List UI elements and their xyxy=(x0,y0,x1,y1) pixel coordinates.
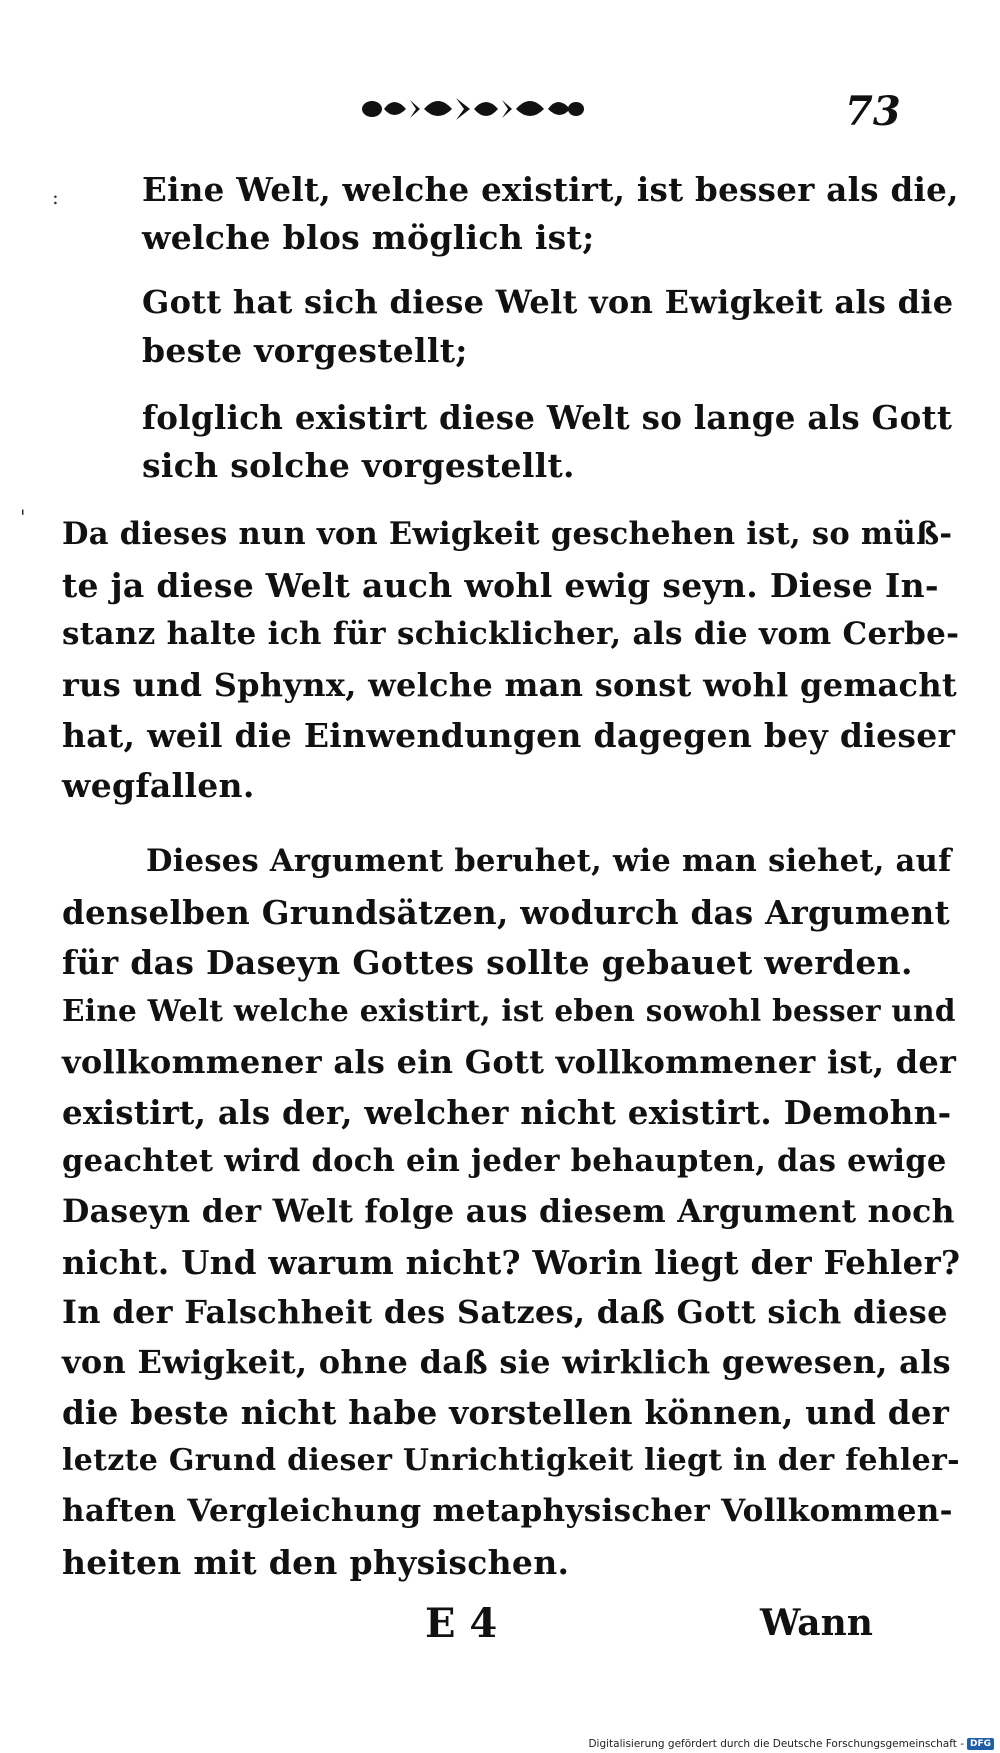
text-line: hat, weil die Einwendungen dagegen bey dieser xyxy=(62,716,956,755)
margin-mark: ' xyxy=(20,505,26,529)
text-line: für das Daseyn Gottes sollte gebauet werden. xyxy=(62,943,913,982)
text-line: te ja diese Welt auch wohl ewig seyn. Diese In- xyxy=(62,566,939,605)
printers-ornament-icon xyxy=(360,92,585,126)
text-line: geachtet wird doch ein jeder behaupten, das ewige xyxy=(62,1143,947,1179)
text-line: In der Falschheit des Satzes, daß Gott sich diese xyxy=(62,1293,948,1331)
text-line: die beste nicht habe vorstellen können, und der xyxy=(62,1393,950,1432)
signature-mark: E 4 xyxy=(425,1600,498,1647)
credit-text: Digitalisierung gefördert durch die Deutsche Forschungsgemeinschaft - xyxy=(588,1738,964,1750)
premise-line: sich solche vorgestellt. xyxy=(142,446,575,485)
digitization-credit xyxy=(588,1738,994,1750)
text-line: wegfallen. xyxy=(62,766,255,805)
text-line: letzte Grund dieser Unrichtigkeit liegt in der fehler- xyxy=(62,1443,960,1478)
text-line: stanz halte ich für schicklicher, als die vom Cerbe- xyxy=(62,616,960,652)
margin-mark: : xyxy=(52,185,59,209)
text-line: heiten mit den physischen. xyxy=(62,1543,570,1582)
premise-line: Gott hat sich diese Welt von Ewigkeit als die xyxy=(142,283,954,321)
dfg-logo-icon: DFG xyxy=(967,1738,994,1750)
text-line: Daseyn der Welt folge aus diesem Argument noch xyxy=(62,1193,955,1230)
premise-line: Eine Welt, welche existirt, ist besser als die, xyxy=(142,170,959,209)
text-line: vollkommener als ein Gott vollkommener ist, der xyxy=(62,1043,957,1081)
catchword: Wann xyxy=(760,1602,873,1644)
premise-line: folglich existirt diese Welt so lange als Gott xyxy=(142,398,953,437)
text-line: denselben Grundsätzen, wodurch das Argument xyxy=(62,893,950,932)
text-line: haften Vergleichung metaphysischer Vollkommen- xyxy=(62,1493,953,1529)
premise-line: beste vorgestellt; xyxy=(142,331,468,370)
page-number: 73 xyxy=(845,88,901,135)
text-line: Dieses Argument beruhet, wie man siehet, auf xyxy=(146,843,952,879)
text-line: existirt, als der, welcher nicht existirt. Demohn- xyxy=(62,1093,952,1132)
text-line: nicht. Und warum nicht? Worin liegt der Fehler? xyxy=(62,1243,961,1282)
text-line: rus und Sphynx, welche man sonst wohl gemacht xyxy=(62,666,957,704)
text-line: von Ewigkeit, ohne daß sie wirklich gewesen, als xyxy=(62,1343,951,1381)
text-line: Eine Welt welche existirt, ist eben sowohl besser und xyxy=(62,993,956,1028)
text-line: Da dieses nun von Ewigkeit geschehen ist, so müß- xyxy=(62,516,953,552)
premise-line: welche blos möglich ist; xyxy=(142,218,595,257)
